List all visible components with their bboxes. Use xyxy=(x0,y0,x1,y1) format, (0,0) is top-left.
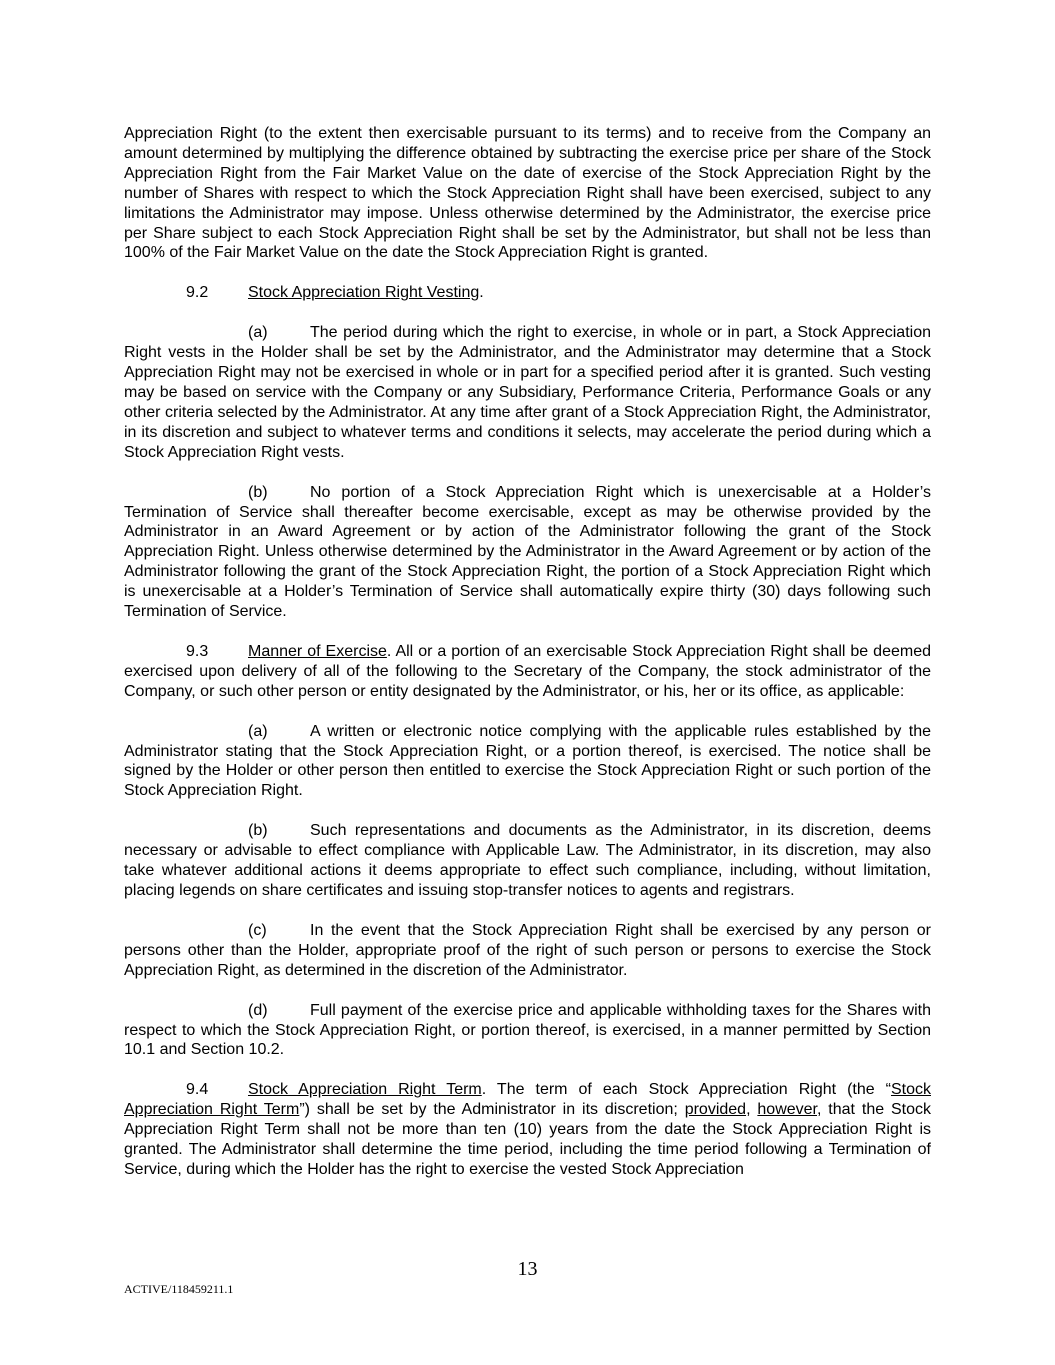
subsection-9-3-a xyxy=(124,722,931,802)
paragraph-text: ”) shall be set by the Administrator in its discretion; xyxy=(299,1101,685,1119)
section-heading: Stock Appreciation Right Vesting xyxy=(248,284,480,302)
subsection-9-3-b xyxy=(124,821,931,901)
subsection-number: (d) xyxy=(248,1001,268,1019)
paragraph-text: Appreciation Right (to the extent then exercisable pursuant to its terms) and to receive from the Company an amount determined by multiplying the difference obtained by subtracting the exercise price per share of the Stock Appreciation Right from the Fair Market Value on the date of exercise of the Stock Appreciation Right by the number of Shares with respect to which the Stock Appreciation Right shall have been exercised, subject to any limitations the Administrator may impose. Unless otherwise determined by the Administrator, the exercise price per Share subject to each Stock Appreciation Right shall be set by the Administrator, but shall not be less than 100% of the Fair Market Value on the date the Stock Appreciation Right is granted. xyxy=(124,125,931,262)
subsection-9-2-b xyxy=(124,483,931,622)
section-number: 9.2 xyxy=(186,284,209,302)
section-number: 9.3 xyxy=(186,642,209,660)
paragraph-continuation xyxy=(124,124,931,263)
paragraph-text: Such representations and documents as the Administrator, in its discretion, deems necessary or advisable to effect compliance with Applicable Law. The Administrator, in its discretion, may also take whatever additional actions it deems appropriate to effect such compliance, including, without limitation, placing legends on share certificates and issuing stop-transfer notices to agents and registrars. xyxy=(124,822,931,899)
section-9-4 xyxy=(124,1080,931,1180)
page-number: 13 xyxy=(517,1258,538,1280)
paragraph-text: In the event that the Stock Appreciation Right shall be exercised by any person or persons other than the Holder, appropriate proof of the right of such person or persons to exercise the Stock Appreciation Right, as determined in the discretion of the Administrator. xyxy=(124,921,931,979)
section-number: 9.4 xyxy=(186,1081,209,1099)
section-9-3 xyxy=(124,642,931,702)
defined-term: Stock Appreciation Right Term xyxy=(124,1081,931,1119)
section-9-2 xyxy=(124,283,931,303)
document-body xyxy=(124,124,931,1180)
paragraph-text: Full payment of the exercise price and applicable withholding taxes for the Shares with respect to which the Stock Appreciation Right, or portion thereof, is exercised, in a manner permitted by Section 10.1 and Section 10.2. xyxy=(124,1001,931,1059)
paragraph-text: . All or a portion of an exercisable Stock Appreciation Right shall be deemed exercised upon delivery of all of the following to the Secretary of the Company, the stock administrator of the Company, or such other person or entity designated by the Administrator, or his, her or its office, as applicable: xyxy=(124,642,932,700)
subsection-9-2-a xyxy=(124,323,931,462)
however-term: however xyxy=(757,1101,817,1119)
provided-term: provided xyxy=(684,1101,747,1119)
subsection-9-3-d xyxy=(124,1001,931,1061)
subsection-number: (b) xyxy=(248,822,268,840)
subsection-number: (b) xyxy=(248,483,268,501)
paragraph-text: No portion of a Stock Appreciation Right which is unexercisable at a Holder’s Termination of Service shall thereafter become exercisable, except as may be otherwise provided by the Administrator in an Award Agreement or by action of the Administrator following the grant of the Stock Appreciation Right. Unless otherwise determined by the Administrator in the Award Agreement or by action of the Administrator following the grant of the Stock Appreciation Right, the portion of a Stock Appreciation Right which is unexercisable at a Holder’s Termination of Service shall automatically expire thirty (30) days following such Termination of Service. xyxy=(124,483,931,621)
paragraph-text: The period during which the right to exercise, in whole or in part, a Stock Appreciation Right vests in the Holder shall be set by the Administrator, and the Administrator may determine that a Stock Appreciation Right may not be exercised in whole or in part for a specified period after it is granted. Such vesting may be based on service with the Company or any Subsidiary, Performance Criteria, Performance Goals or any other criteria selected by the Administrator. At any time after grant of a Stock Appreciation Right, the Administrator, in its discretion and subject to whatever terms and conditions it selects, may accelerate the period during which a Stock Appreciation Right vests. xyxy=(124,324,931,461)
subsection-number: (c) xyxy=(248,921,267,939)
heading-punctuation: . xyxy=(479,284,484,302)
paragraph-text: A written or electronic notice complying with the applicable rules established by the Administrator stating that the Stock Appreciation Right, or a portion thereof, is exercised. The notice shall be signed by the Holder or other person then entitled to exercise the Stock Appreciation Right or such portion of the Stock Appreciation Right. xyxy=(124,722,931,800)
section-heading: Stock Appreciation Right Term xyxy=(248,1081,482,1099)
subsection-number: (a) xyxy=(248,324,268,342)
paragraph-text: . The term of each Stock Appreciation Right (the “ xyxy=(481,1081,891,1099)
paragraph-text: , that the Stock Appreciation Right Term shall not be more than ten (10) years from the date the Stock Appreciation Right is granted. The Administrator shall determine the time period, including the time period following a Termination of Service, during which the Holder has the right to exercise the vested Stock Appreciation xyxy=(124,1101,932,1178)
section-heading: Manner of Exercise xyxy=(248,642,387,660)
subsection-9-3-c xyxy=(124,921,931,981)
paragraph-text: , xyxy=(746,1101,758,1119)
document-id: ACTIVE/118459211.1 xyxy=(124,1282,234,1296)
subsection-number: (a) xyxy=(248,722,268,740)
